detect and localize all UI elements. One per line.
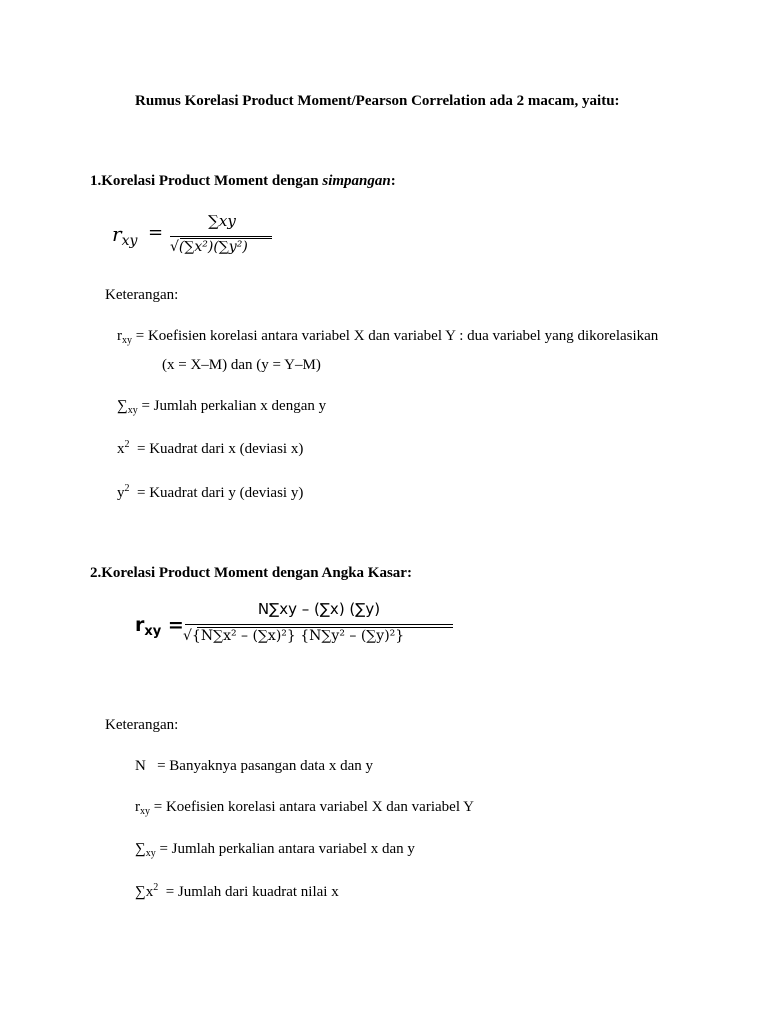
item-sxy-sub: xy <box>127 405 138 416</box>
item2-rxy-sub: xy <box>140 806 150 817</box>
item-rxy-sub: xy <box>122 335 132 346</box>
section2-item-sum-xy <box>135 841 415 859</box>
formula1-equals: = <box>148 222 164 243</box>
item2-sx2-base: ∑x <box>135 884 154 900</box>
item-x2-sup: 2 <box>124 439 130 450</box>
item2-sx2-text: = Jumlah dari kuadrat nilai x <box>158 884 339 900</box>
item2-sxy-sub: xy <box>145 848 156 859</box>
section1-heading-suffix: : <box>390 173 396 189</box>
formula2-fraction-bar <box>185 624 453 625</box>
item2-sxy-text: = Jumlah perkalian antara variabel x dan y <box>155 841 415 857</box>
section2-item-sum-x-squared <box>135 882 339 901</box>
section1-item-sum-xy <box>117 398 326 416</box>
sigma-icon: ∑ <box>135 841 146 857</box>
section1-item-rxy <box>117 328 658 346</box>
section1-heading <box>90 173 396 190</box>
section1-keterangan-label: Keterangan: <box>105 287 179 303</box>
item-y2-text: = Kuadrat dari y (deviasi y) <box>129 485 304 501</box>
formula1-lhs <box>112 222 137 249</box>
formula1-lhs-base: r <box>112 222 122 246</box>
item-y2-base: y <box>117 485 125 501</box>
section2-heading: 2.Korelasi Product Moment dengan Angka Kasar: <box>90 565 412 581</box>
section1-item-rxy-continuation: (x = X–M) dan (y = Y–M) <box>162 357 321 373</box>
formula2-denominator: √{N∑x² – (∑x)²} {N∑y² – (∑y)²} <box>183 628 405 644</box>
sigma-icon: ∑ <box>117 398 128 414</box>
section2-item-n <box>135 758 373 775</box>
formula-deviation <box>112 212 282 262</box>
formula2-numerator: N∑xy – (∑x) (∑y) <box>257 600 381 618</box>
item-n-base: N <box>135 758 146 774</box>
item2-rxy-base: r <box>135 799 140 815</box>
section1-heading-emphasis: simpangan <box>322 173 391 189</box>
formula1-denominator: √(∑x²)(∑y²) <box>170 239 248 255</box>
item-y2-sup: 2 <box>124 483 130 494</box>
section1-item-x-squared <box>117 439 303 458</box>
formula2-lhs <box>135 614 184 639</box>
formula2-lhs-base: r <box>135 614 145 636</box>
item2-rxy-text: = Koefisien korelasi antara variabel X dan variabel Y <box>150 799 475 815</box>
formula1-numerator: ∑xy <box>208 212 236 230</box>
item-sxy-text: = Jumlah perkalian x dengan y <box>137 398 327 414</box>
item-x2-base: x <box>117 441 125 457</box>
formula-raw-score <box>135 600 465 656</box>
section2-item-rxy <box>135 799 474 817</box>
formula2-equals: = <box>167 614 184 636</box>
item-n-text: = Banyaknya pasangan data x dan y <box>145 758 373 774</box>
formula1-lhs-sub: xy <box>121 233 138 249</box>
section1-heading-prefix: 1.Korelasi Product Moment dengan <box>90 173 323 189</box>
intro-heading: Rumus Korelasi Product Moment/Pearson Correlation ada 2 macam, yaitu: <box>135 93 620 109</box>
item-x2-text: = Kuadrat dari x (deviasi x) <box>129 441 304 457</box>
item-rxy-base: r <box>117 328 122 344</box>
section2-keterangan-label: Keterangan: <box>105 717 179 733</box>
formula1-fraction-bar <box>170 236 272 237</box>
formula2-lhs-sub: xy <box>144 624 162 639</box>
item-rxy-text: = Koefisien korelasi antara variabel X dan variabel Y : dua variabel yang dikorelasikan <box>132 328 659 344</box>
section1-item-y-squared <box>117 483 303 502</box>
item2-sx2-sup: 2 <box>153 882 159 893</box>
